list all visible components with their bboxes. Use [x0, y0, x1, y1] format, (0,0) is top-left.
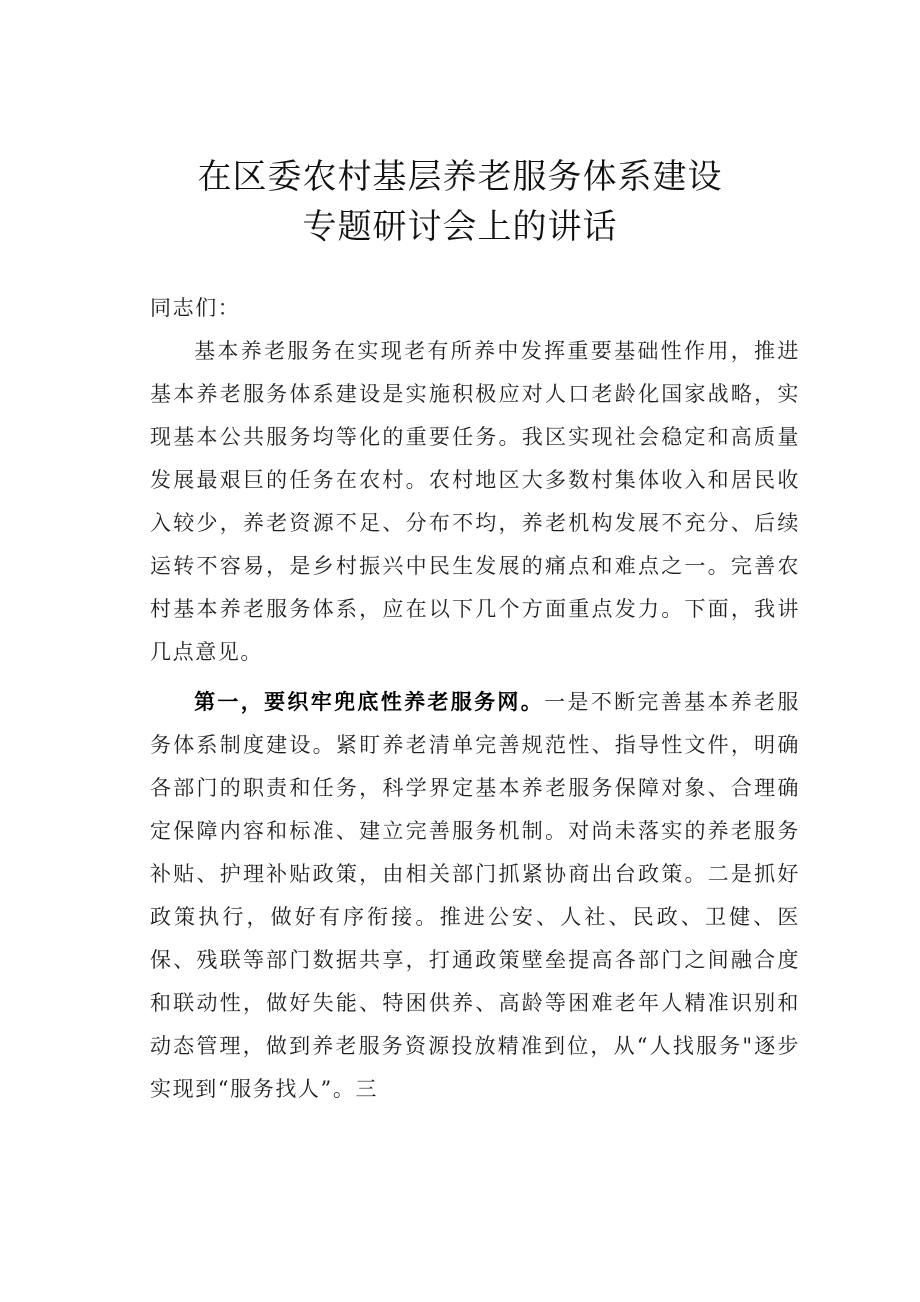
document-title [0, 152, 920, 252]
salutation: 同志们： [150, 296, 241, 320]
paragraph-intro-text: 基本养老服务在实现老有所养中发挥重要基础性作用，推进基本养老服务体系建设是实施积极应对人口老龄化国家战略，实现基本公共服务均等化的重要任务。我区实现社会稳定和高质量发展最艰巨的任务在农村。农村地区大多数村集体收入和居民收入较少，养老资源不足、分布不均，养老机构发展不充分、后续运转不容易，是乡村振兴中民生发展的痛点和难点之一。完善农村基本养老服务体系，应在以下几个方面重点发力。下面，我讲几点意见。 [150, 339, 800, 664]
paragraph-intro [150, 330, 800, 674]
document-body [150, 287, 800, 1111]
paragraph-first-point [150, 680, 800, 1111]
title-line-2: 专题研讨会上的讲话 [302, 207, 618, 247]
paragraph-heading-bold: 第一，要织牢兜底性养老服务网。 [194, 689, 545, 714]
title-line-1: 在区委农村基层养老服务体系建设 [197, 157, 723, 197]
paragraph-first-point-text: 一是不断完善基本养老服务体系制度建设。紧盯养老清单完善规范性、指导性文件，明确各部门的职责和任务，科学界定基本养老服务保障对象、合理确定保障内容和标准、建立完善服务机制。对尚未落实的养老服务补贴、护理补贴政策，由相关部门抓紧协商出台政策。二是抓好政策执行，做好有序衔接。推进公安、人社、民政、卫健、医保、残联等部门数据共享，打通政策壁垒提高各部门之间融合度和联动性，做好失能、特困供养、高龄等困难老年人精准识别和动态管理，做到养老服务资源投放精准到位，从“人找服务"逐步实现到“服务找人”。三 [150, 690, 800, 1101]
